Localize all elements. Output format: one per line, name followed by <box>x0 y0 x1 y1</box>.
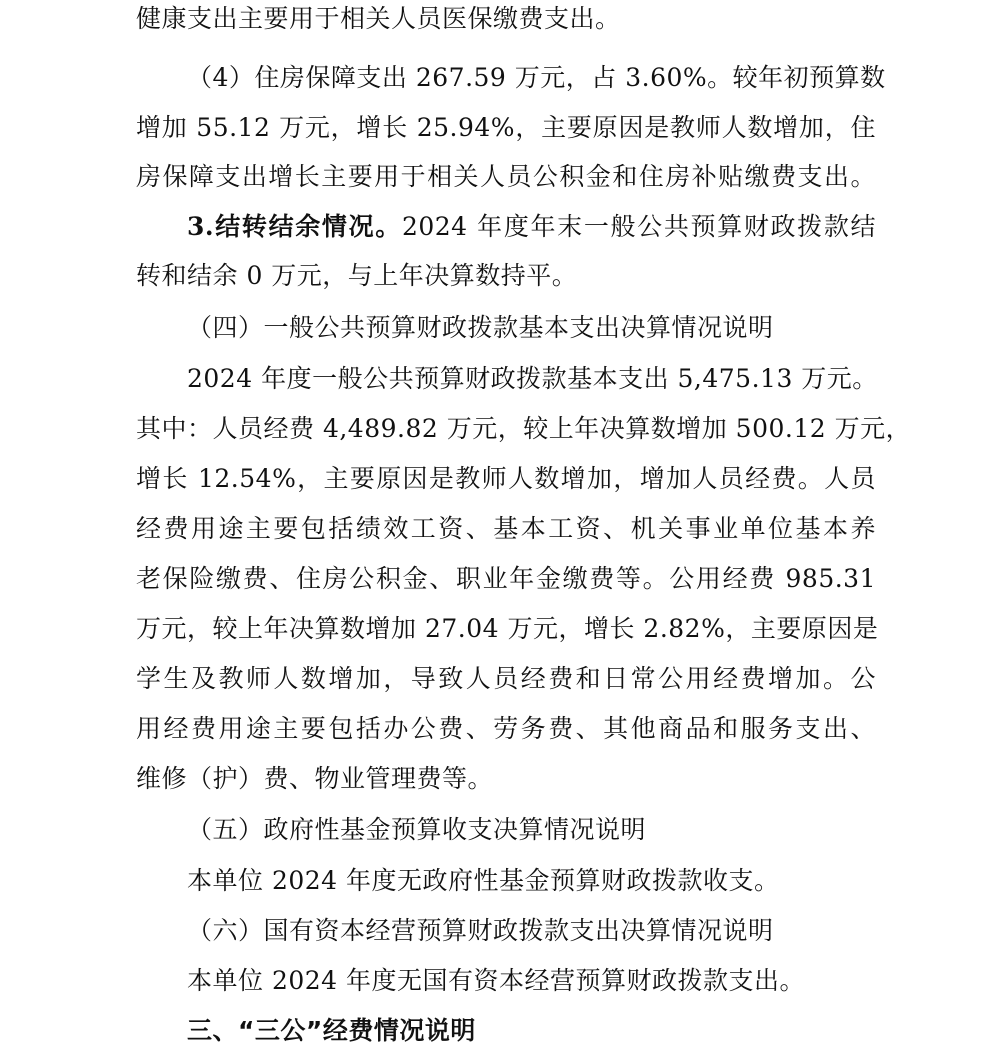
paragraph-line: 维修（护）费、物业管理费等。 <box>136 764 494 793</box>
paragraph-line: 增加 55.12 万元，增长 25.94%，主要原因是教师人数增加，住 <box>136 113 876 142</box>
paragraph-line: 学生及教师人数增加，导致人员经费和日常公用经费增加。公 <box>136 664 876 693</box>
paragraph-line: 健康支出主要用于相关人员医保缴费支出。 <box>136 4 621 33</box>
paragraph-line: 老保险缴费、住房公积金、职业年金缴费等。公用经费 985.31 <box>136 564 876 593</box>
section-lead: 3.结转结余情况。 <box>187 212 402 241</box>
paragraph-line: 转和结余 0 万元，与上年决算数持平。 <box>136 261 578 290</box>
section-heading: （四）一般公共预算财政拨款基本支出决算情况说明 <box>187 313 774 342</box>
paragraph-line: 本单位 2024 年度无国有资本经营预算财政拨款支出。 <box>187 966 806 995</box>
paragraph-line: 万元，较上年决算数增加 27.04 万元，增长 2.82%，主要原因是 <box>136 614 879 643</box>
section-heading: （六）国有资本经营预算财政拨款支出决算情况说明 <box>187 916 774 945</box>
paragraph-line: 用经费用途主要包括办公费、劳务费、其他商品和服务支出、 <box>136 714 876 743</box>
paragraph-line: 2024 年度一般公共预算财政拨款基本支出 5,475.13 万元。 <box>187 364 878 393</box>
paragraph-line: 其中：人员经费 4,489.82 万元，较上年决算数增加 500.12 万元， <box>136 414 912 443</box>
paragraph-line <box>187 210 876 244</box>
chapter-heading: 三、“三公”经费情况说明 <box>187 1016 476 1045</box>
paragraph-line: 经费用途主要包括绩效工资、基本工资、机关事业单位基本养 <box>136 514 876 543</box>
section-heading: （五）政府性基金预算收支决算情况说明 <box>187 815 647 844</box>
paragraph-line: 本单位 2024 年度无政府性基金预算财政拨款收支。 <box>187 866 780 895</box>
paragraph-line: 房保障支出增长主要用于相关人员公积金和住房补贴缴费支出。 <box>136 162 876 191</box>
paragraph-line: （4）住房保障支出 267.59 万元，占 3.60%。较年初预算数 <box>187 63 886 92</box>
paragraph-line: 增长 12.54%，主要原因是教师人数增加，增加人员经费。人员 <box>136 464 876 493</box>
paragraph-text: 2024 年度年末一般公共预算财政拨款结 <box>401 212 876 241</box>
